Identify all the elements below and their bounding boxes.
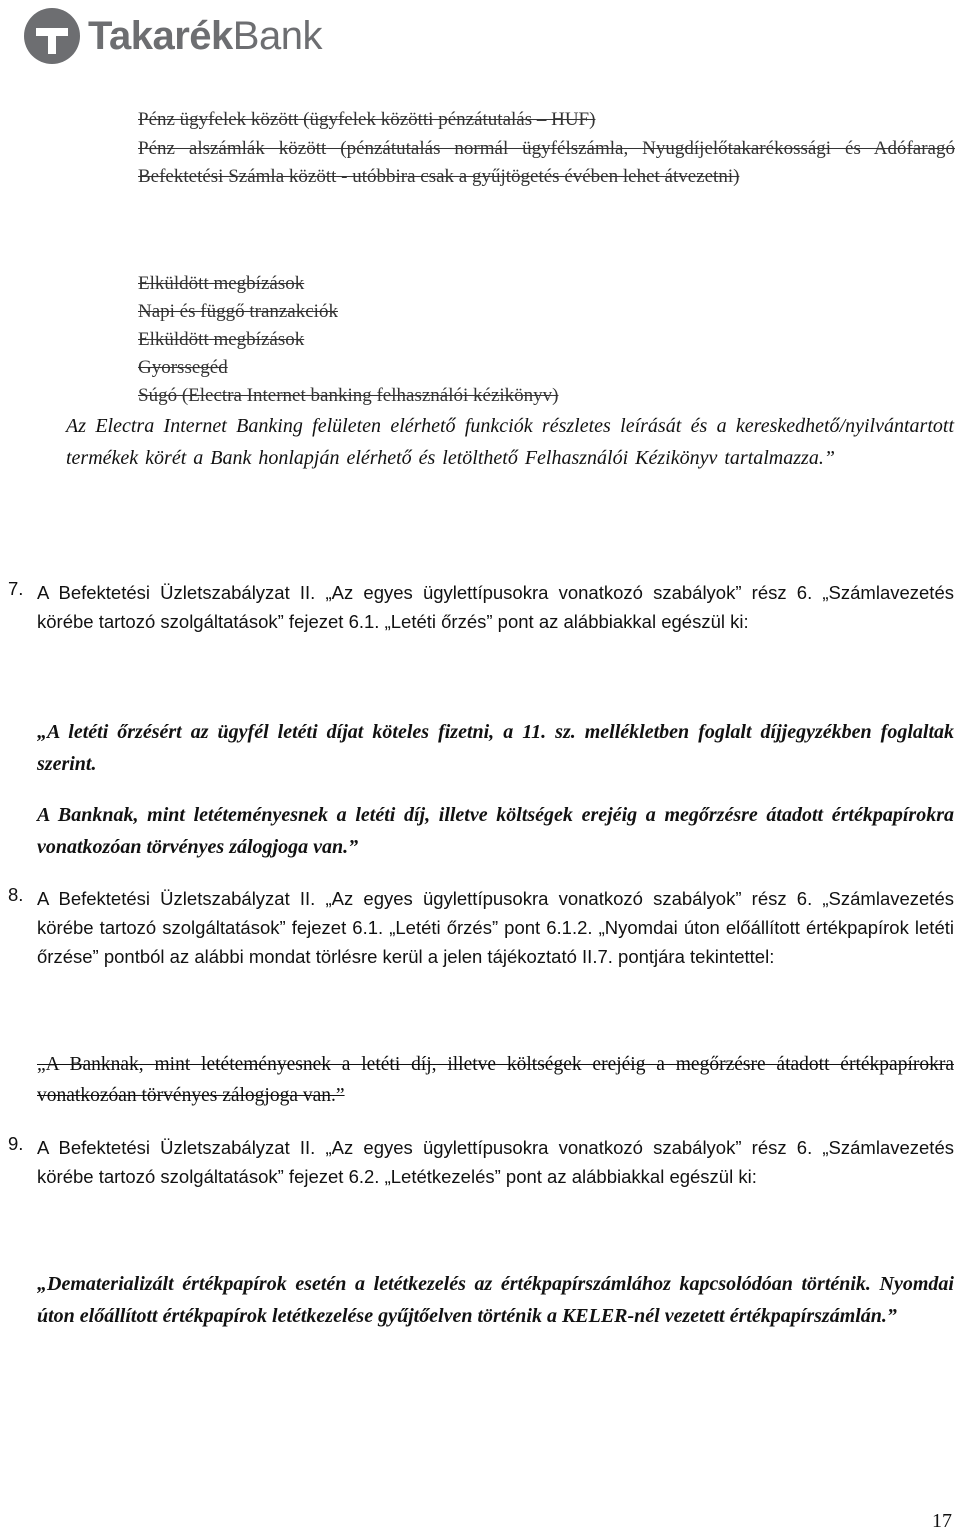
struck-menu-text: Napi és függő tranzakciók <box>138 301 338 322</box>
struck-menu-item <box>105 326 955 354</box>
struck-list-item <box>105 106 955 134</box>
item-9-number: 9. <box>8 1133 24 1154</box>
brand-thin: Bank <box>232 13 322 58</box>
struck-menu-text: Gyorssegéd <box>138 357 228 378</box>
struck-menu-item <box>105 382 955 410</box>
struck-menu-text: Elküldött megbízások <box>138 329 305 350</box>
struck-menu-item <box>105 298 955 326</box>
item-8-struck-quote: „A Banknak, mint letéteményesnek a letéti díj, illetve költségek erejéig a megőrzésre átadott értékpapírokra vonatkozóan törvényes zálogjoga van.” <box>37 1054 954 1106</box>
item-8-text <box>37 884 954 971</box>
item-8-text-content: A Befektetési Üzletszabályzat II. „Az egyes ügylettípusokra vonatkozó szabályok” rész 6. „Számlavezetés körébe tartozó szolgáltatások” fejezet 6.1. „Letéti őrzés” pont 6.1.2. „Nyomdai úton előállított értékpapírok letéti őrzése” pontból az alábbi mondat törlésre kerül a jelen tájékoztató II.7. pontjára tekintettel: <box>37 888 954 967</box>
struck-menu-item <box>105 354 955 382</box>
takarekbank-logo <box>22 6 322 66</box>
electra-paragraph: Az Electra Internet Banking felületen elérhető funkciók részletes leírását és a kereskedhető/nyilvántartott termékek körét a Bank honlapján elérhető és letölthető Felhasználói Kézikönyv tartalmazza.” <box>66 415 954 469</box>
brand-name <box>88 14 322 59</box>
item-9-text-content: A Befektetési Üzletszabályzat II. „Az egyes ügylettípusokra vonatkozó szabályok” rész 6. „Számlavezetés körébe tartozó szolgáltatások” fejezet 6.2. „Letétkezelés” pont az alábbiakkal egészül ki: <box>37 1137 954 1187</box>
item-7-quote-1: „A letéti őrzésért az ügyfél letéti díjat köteles fizetni, a 11. sz. mellékletben foglalt díjjegyzékben foglaltak szerint. <box>37 721 954 775</box>
struck-menu-item <box>105 270 955 298</box>
item-9-text <box>37 1133 954 1191</box>
struck-menu-text: Elküldött megbízások <box>138 273 305 294</box>
brand-bold: Takarék <box>88 13 233 58</box>
struck-list-text: Pénz alszámlák között (pénzátutalás normál ügyfélszámla, Nyugdíjelőtakarékossági és Adófaragó Befektetési Számla között - utóbbira csak a gyűjtögetés évében lehet átvezetni) <box>138 138 955 187</box>
item-7-text-content: A Befektetési Üzletszabályzat II. „Az egyes ügylettípusokra vonatkozó szabályok” rész 6. „Számlavezetés körébe tartozó szolgáltatások” fejezet 6.1. „Letéti őrzés” pont az alábbiakkal egészül ki: <box>37 582 954 632</box>
dash-bullet <box>105 106 138 134</box>
item-9-quote: „Dematerializált értékpapírok esetén a letétkezelés az értékpapírszámlához kapcsolódóan történik. Nyomdai úton előállított értékpapírok letétkezelése gyűjtőelven történik a KELER-nél vezetett értékpapírszámlán.” <box>37 1273 954 1327</box>
takarekbank-emblem-icon <box>22 6 82 66</box>
struck-menu-text: Súgó (Electra Internet banking felhasználói kézikönyv) <box>138 385 559 406</box>
item-8-number: 8. <box>8 884 24 905</box>
struck-list-text: Pénz ügyfelek között (ügyfelek közötti pénzátutalás – HUF) <box>138 109 596 130</box>
page-number: 17 <box>932 1510 952 1532</box>
item-7-quote-2: A Banknak, mint letéteményesnek a letéti díj, illetve költségek erejéig a megőrzésre átadott értékpapírokra vonatkozóan törvényes zálogjoga van.” <box>37 804 954 858</box>
item-7-text <box>37 578 954 636</box>
item-7-number: 7. <box>8 578 24 599</box>
struck-list-item <box>105 135 955 191</box>
